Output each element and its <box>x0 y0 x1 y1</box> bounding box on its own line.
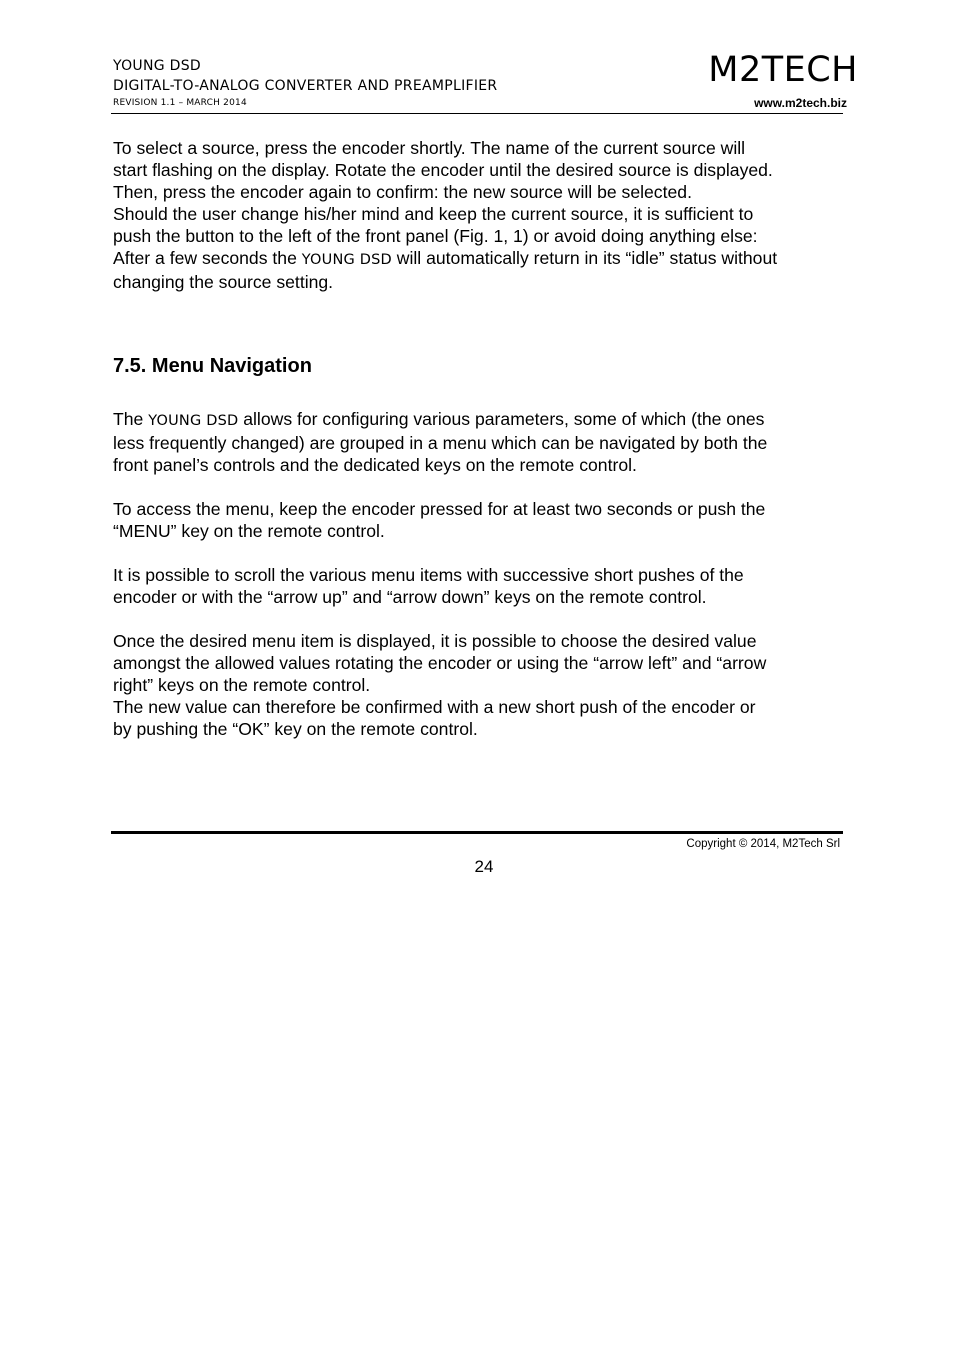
text-line: by pushing the “OK” key on the remote control. <box>113 719 478 739</box>
text-fragment: allows for configuring various parameters, some of which (the ones <box>238 409 765 429</box>
text-line: Then, press the encoder again to confirm: the new source will be selected. <box>113 182 692 202</box>
header-product: YOUNG DSD <box>113 58 201 74</box>
text-line: start flashing on the display. Rotate the encoder until the desired source is displayed. <box>113 160 773 180</box>
header-subtitle: DIGITAL-TO-ANALOG CONVERTER AND PREAMPLIFIER <box>113 78 498 94</box>
text-line: push the button to the left of the front panel (Fig. 1, 1) or avoid doing anything else: <box>113 226 758 246</box>
brand-logo: M2TECH <box>708 50 858 90</box>
text-line: It is possible to scroll the various menu items with successive short pushes of the <box>113 565 744 585</box>
copyright-notice: Copyright © 2014, M2Tech Srl <box>686 838 840 850</box>
menu-section <box>113 408 853 740</box>
text-line: right” keys on the remote control. <box>113 675 371 695</box>
intro-section <box>113 137 853 293</box>
text-line: The new value can therefore be confirmed with a new short push of the encoder or <box>113 697 756 717</box>
section-heading: 7.5. Menu Navigation <box>113 355 312 377</box>
text-line: encoder or with the “arrow up” and “arrow down” keys on the remote control. <box>113 587 707 607</box>
text-line: less frequently changed) are grouped in a menu which can be navigated by both the <box>113 433 768 453</box>
text-line: front panel’s controls and the dedicated keys on the remote control. <box>113 455 637 475</box>
page-number: 24 <box>474 857 494 876</box>
text-line: changing the source setting. <box>113 272 334 292</box>
product-name: YOUNG DSD <box>148 413 239 429</box>
text-fragment: The <box>113 409 149 429</box>
text-line <box>113 408 853 432</box>
text-line: To select a source, press the encoder shortly. The name of the current source will <box>113 138 746 158</box>
text-fragment: will automatically return in its “idle” status without <box>391 248 778 268</box>
page-header <box>113 56 497 109</box>
text-line: amongst the allowed values rotating the encoder or using the “arrow left” and “arrow <box>113 653 767 673</box>
text-line <box>113 247 853 271</box>
header-divider <box>111 113 843 114</box>
product-name: YOUNG DSD <box>301 252 392 268</box>
text-fragment: After a few seconds the <box>113 248 302 268</box>
footer-divider <box>111 831 843 834</box>
text-line: “MENU” key on the remote control. <box>113 521 385 541</box>
text-line: Should the user change his/her mind and keep the current source, it is sufficient to <box>113 204 754 224</box>
text-line: Once the desired menu item is displayed, it is possible to choose the desired value <box>113 631 757 651</box>
text-line: To access the menu, keep the encoder pressed for at least two seconds or push the <box>113 499 766 519</box>
website-link[interactable]: www.m2tech.biz <box>754 96 847 110</box>
header-revision: REVISION 1.1 – MARCH 2014 <box>113 98 247 108</box>
